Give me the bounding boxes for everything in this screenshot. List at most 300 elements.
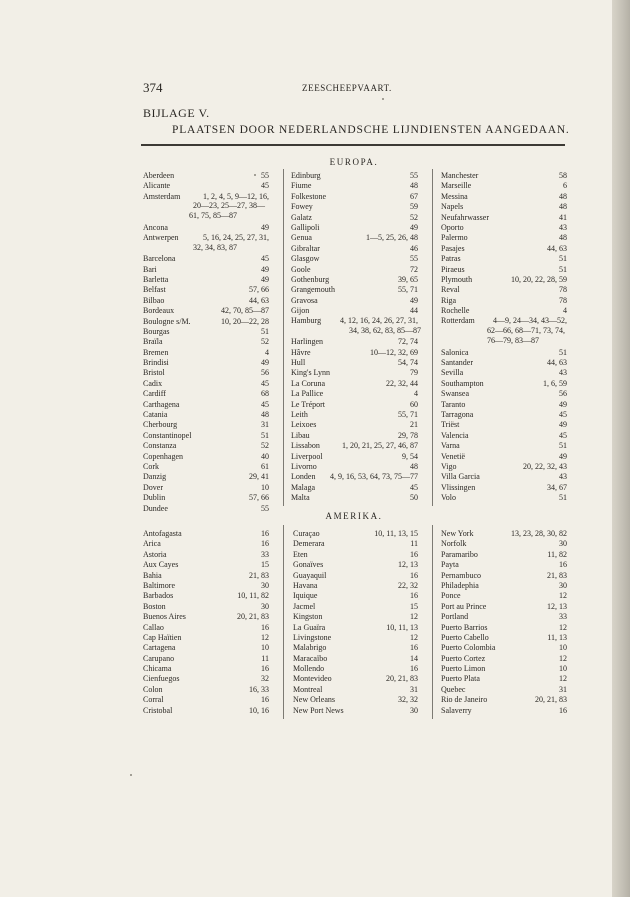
- index-entry: [293, 674, 418, 684]
- index-entry: [441, 472, 567, 482]
- page-references: 33: [261, 549, 269, 559]
- index-entry: [441, 181, 567, 191]
- place-name: Riga: [441, 295, 457, 305]
- page-references: 43: [559, 472, 567, 482]
- index-entry: [441, 664, 567, 674]
- index-entry: [143, 358, 269, 368]
- page-references: 45: [261, 399, 269, 409]
- place-name: Danzig: [143, 472, 167, 482]
- page-number: 374: [143, 80, 163, 95]
- print-speck: [254, 174, 256, 176]
- index-entry: [291, 410, 418, 420]
- index-entry: [441, 389, 567, 399]
- place-name: New York: [441, 529, 474, 538]
- index-entry: [441, 483, 567, 493]
- place-name: Vlissingen: [441, 482, 476, 492]
- page-references: 48: [559, 233, 567, 243]
- page-references: 78: [559, 285, 567, 295]
- page-references: 4: [265, 347, 269, 357]
- amerika-column-divider-1: [283, 525, 284, 719]
- page-references: 16: [410, 591, 418, 601]
- page-references: 49: [410, 295, 418, 305]
- place-name: Bordeaux: [143, 306, 175, 316]
- place-name: Kingston: [293, 612, 323, 622]
- place-name: Puerto Plata: [441, 674, 480, 684]
- place-name: Leixoes: [291, 420, 317, 430]
- amerika-column-divider-2: [432, 525, 433, 719]
- place-name: Aberdeen: [143, 171, 175, 180]
- index-entry: [441, 602, 567, 612]
- page-references: 6: [563, 181, 567, 191]
- place-name: Mollendo: [293, 664, 325, 674]
- page-references: 10, 11, 82: [237, 591, 269, 601]
- page-references: 10: [559, 643, 567, 653]
- page-references-continued: 34, 38, 62, 83, 85—87: [349, 326, 421, 336]
- index-entry: [441, 244, 567, 254]
- index-entry: [441, 550, 567, 560]
- place-name: Montevideo: [293, 674, 332, 684]
- page-references: 12, 13: [547, 601, 567, 611]
- page-references: 55: [261, 503, 269, 513]
- page-references: 16: [410, 664, 418, 674]
- page-references: 13, 23, 28, 30, 82: [511, 529, 567, 538]
- index-entry: [441, 316, 567, 347]
- index-entry: [291, 296, 418, 306]
- page-references: 21, 83: [249, 570, 269, 580]
- place-name: Manchester: [441, 171, 479, 180]
- page-references: 11, 82: [547, 549, 567, 559]
- place-name: Harlingen: [291, 337, 323, 347]
- index-entry: [143, 633, 269, 643]
- index-entry: [291, 233, 418, 243]
- page-references: 51: [559, 254, 567, 264]
- place-name: Carthagena: [143, 399, 180, 409]
- page-references: 12, 13: [398, 560, 418, 570]
- index-entry: [293, 695, 418, 705]
- page-references: 15: [261, 560, 269, 570]
- index-entry: [143, 181, 269, 191]
- page-references: 58: [559, 171, 567, 180]
- place-name: Sevilla: [441, 368, 464, 378]
- page-references: 48: [410, 181, 418, 191]
- page-references: 78: [559, 295, 567, 305]
- page-references: 51: [559, 347, 567, 357]
- place-name: Cardiff: [143, 389, 166, 399]
- index-entry: [291, 285, 418, 295]
- place-name: Havana: [293, 580, 318, 590]
- place-name: Vigo: [441, 461, 457, 471]
- place-name: Catania: [143, 410, 168, 420]
- index-entry: [441, 612, 567, 622]
- place-name: Puerto Barrios: [441, 622, 488, 632]
- place-name: New Port News: [293, 705, 344, 715]
- place-name: Astoria: [143, 549, 167, 559]
- place-name: Rochelle: [441, 306, 470, 316]
- index-entry: [441, 296, 567, 306]
- page-references: 12: [261, 632, 269, 642]
- index-entry: [291, 472, 418, 482]
- page-references: 49: [559, 399, 567, 409]
- place-name: Eten: [293, 549, 308, 559]
- page-references: 32, 32: [398, 695, 418, 705]
- place-name: Constanza: [143, 441, 177, 451]
- page-references: 30: [559, 580, 567, 590]
- place-name: Cristobal: [143, 705, 173, 715]
- place-name: Santander: [441, 358, 473, 368]
- index-entry: [291, 493, 418, 503]
- place-name: Constantinopel: [143, 430, 192, 440]
- page-references: 56: [559, 389, 567, 399]
- page-references: 43: [559, 222, 567, 232]
- page-references: 49: [261, 274, 269, 284]
- place-name: Swansea: [441, 389, 469, 399]
- page-references: 14: [410, 653, 418, 663]
- page-references: 43: [559, 368, 567, 378]
- page-references: 50: [410, 493, 418, 503]
- page-references: 4: [563, 306, 567, 316]
- index-entry: [143, 420, 269, 430]
- page-references: 16: [261, 622, 269, 632]
- page-references: 22, 32: [398, 580, 418, 590]
- index-entry: [143, 223, 269, 233]
- page-references-continued: 32, 34, 83, 87: [193, 242, 237, 252]
- index-entry: [143, 233, 269, 254]
- page-references: 45: [559, 410, 567, 419]
- print-speck: [382, 98, 384, 100]
- page-references: 10, 20, 22, 28, 59: [511, 274, 567, 284]
- index-entry: [441, 275, 567, 285]
- index-entry: [291, 275, 418, 285]
- place-name: New Orleans: [293, 695, 335, 705]
- index-entry: [441, 379, 567, 389]
- place-name: Bari: [143, 264, 157, 274]
- place-name: Folkestone: [291, 191, 327, 201]
- place-name: Callao: [143, 622, 164, 632]
- page-references: 48: [410, 461, 418, 471]
- index-entry: [441, 462, 567, 472]
- index-entry: [293, 706, 418, 716]
- index-entry: [293, 581, 418, 591]
- index-entry: [143, 389, 269, 399]
- place-name: Alicante: [143, 181, 171, 191]
- page-references: 12: [559, 674, 567, 684]
- index-entry: [143, 571, 269, 581]
- page-references-continued: 61, 75, 85—87: [189, 210, 237, 220]
- place-name: Paramaribo: [441, 549, 478, 559]
- page-references: 33: [559, 612, 567, 622]
- page-references: 31: [410, 684, 418, 694]
- place-name: Gonaïves: [293, 560, 324, 570]
- place-name: Pernambuco: [441, 570, 481, 580]
- page-references: 67: [410, 191, 418, 201]
- place-name: Carupano: [143, 653, 175, 663]
- index-entry: [143, 539, 269, 549]
- page-references: 61: [261, 461, 269, 471]
- page-references: 51: [559, 264, 567, 274]
- index-entry: [441, 452, 567, 462]
- place-name: Maracaïbo: [293, 653, 328, 663]
- place-name: Le Tréport: [291, 399, 325, 409]
- place-name: Bilbao: [143, 295, 165, 305]
- index-entry: [441, 368, 567, 378]
- place-name: Taranto: [441, 399, 466, 409]
- page-references: 10: [261, 643, 269, 653]
- index-entry: [293, 602, 418, 612]
- page-references: 48: [559, 202, 567, 212]
- page-references: 52: [261, 337, 269, 347]
- page-references: 45: [261, 254, 269, 264]
- place-name: Corral: [143, 695, 164, 705]
- place-name: Palermo: [441, 233, 468, 243]
- index-entry: [143, 327, 269, 337]
- page-references: 16, 33: [249, 684, 269, 694]
- place-name: Gijon: [291, 306, 310, 316]
- page-references: 48: [261, 410, 269, 420]
- index-entry: [441, 420, 567, 430]
- place-name: Bremen: [143, 347, 169, 357]
- page-references: 10—12, 32, 69: [370, 347, 418, 357]
- index-entry: [143, 674, 269, 684]
- page-references: 52: [261, 441, 269, 451]
- page-references-continued: 20—23, 25—27, 38—: [193, 201, 265, 211]
- page-references: 51: [261, 430, 269, 440]
- page-references: 4, 12, 16, 24, 26, 27, 31,: [340, 316, 418, 326]
- place-name: Valencia: [441, 430, 469, 440]
- europa-column-2: [291, 171, 421, 504]
- index-entry: [441, 560, 567, 570]
- place-name: Gravosa: [291, 295, 318, 305]
- place-name: Bristol: [143, 368, 165, 378]
- index-entry: [291, 213, 418, 223]
- index-entry: [441, 192, 567, 202]
- index-entry: [143, 171, 269, 181]
- index-entry: [143, 348, 269, 358]
- place-name: Brindisi: [143, 358, 169, 368]
- page-references: 1, 2, 4, 5, 9—12, 16,: [203, 191, 269, 201]
- page-references: 16: [559, 560, 567, 570]
- index-entry: [143, 623, 269, 633]
- page-references: 51: [559, 441, 567, 451]
- page-references: 12: [410, 612, 418, 622]
- place-name: Cienfuegos: [143, 674, 180, 684]
- page-references: 55: [410, 171, 418, 180]
- place-name: Marseille: [441, 181, 472, 191]
- index-entry: [441, 539, 567, 549]
- page-references: 59: [410, 202, 418, 212]
- index-entry: [293, 633, 418, 643]
- index-entry: [441, 441, 567, 451]
- index-entry: [291, 244, 418, 254]
- index-entry: [293, 664, 418, 674]
- index-entry: [441, 571, 567, 581]
- place-name: Dover: [143, 482, 163, 492]
- page-references: 55, 71: [398, 285, 418, 295]
- index-entry: [291, 254, 418, 264]
- page-references: 10: [559, 664, 567, 674]
- index-entry: [143, 441, 269, 451]
- index-entry: [143, 472, 269, 482]
- page-references: 4, 9, 16, 53, 64, 73, 75—77: [330, 472, 418, 482]
- index-entry: [441, 410, 567, 420]
- place-name: Varna: [441, 441, 460, 451]
- index-entry: [143, 254, 269, 264]
- index-entry: [441, 529, 567, 539]
- place-name: Livorno: [291, 461, 317, 471]
- page-references-continued: 76—79, 83—87: [487, 335, 539, 345]
- index-entry: [441, 643, 567, 653]
- place-name: Montreal: [293, 684, 323, 694]
- page-references: 12: [559, 653, 567, 663]
- place-name: Grangemouth: [291, 285, 335, 295]
- index-entry: [441, 695, 567, 705]
- place-name: Bourgas: [143, 326, 170, 336]
- index-entry: [441, 213, 567, 223]
- page-references: 49: [410, 222, 418, 232]
- place-name: Barcelona: [143, 254, 176, 264]
- place-name: Malta: [291, 493, 310, 503]
- europa-column-3: [441, 171, 567, 504]
- place-name: Salaverry: [441, 705, 472, 715]
- appendix-label: BIJLAGE V.: [143, 106, 210, 120]
- place-name: Salonica: [441, 347, 469, 357]
- page-references: 46: [410, 243, 418, 253]
- index-entry: [143, 410, 269, 420]
- page-references: 51: [559, 493, 567, 503]
- index-entry: [293, 654, 418, 664]
- index-entry: [441, 233, 567, 243]
- place-name: Buenos Aires: [143, 612, 186, 622]
- running-head: ZEESCHEEPVAART.: [302, 83, 392, 93]
- index-entry: [291, 223, 418, 233]
- print-speck: [130, 774, 132, 776]
- title-rule: [141, 144, 565, 146]
- index-entry: [143, 685, 269, 695]
- page-references: 16: [559, 705, 567, 715]
- index-entry: [143, 275, 269, 285]
- index-entry: [143, 654, 269, 664]
- index-entry: [143, 706, 269, 716]
- place-name: Aux Cayes: [143, 560, 179, 570]
- europa-heading: EUROPA.: [329, 157, 379, 167]
- page-references: 56: [261, 368, 269, 378]
- page-references: 40: [261, 451, 269, 461]
- index-entry: [143, 664, 269, 674]
- page-references: 31: [559, 684, 567, 694]
- index-entry: [441, 358, 567, 368]
- place-name: Gothenburg: [291, 274, 330, 284]
- page-references: 55: [261, 171, 269, 180]
- place-name: Braïla: [143, 337, 163, 347]
- place-name: Colon: [143, 684, 163, 694]
- index-entry: [143, 452, 269, 462]
- page-references: 20, 21, 83: [535, 695, 567, 705]
- index-entry: [293, 560, 418, 570]
- place-name: Cartagena: [143, 643, 176, 653]
- place-name: Villa Garcia: [441, 472, 480, 482]
- page-references: 22, 32, 44: [386, 378, 418, 388]
- place-name: Curaçao: [293, 529, 320, 538]
- page-references: 1, 20, 21, 25, 27, 46, 87: [342, 441, 418, 451]
- place-name: Baltimore: [143, 580, 175, 590]
- amerika-heading: AMERIKA.: [325, 511, 383, 521]
- index-entry: [291, 483, 418, 493]
- place-name: Cherbourg: [143, 420, 178, 430]
- page-references: 54, 74: [398, 358, 418, 368]
- index-entry: [143, 317, 269, 327]
- place-name: Patras: [441, 254, 461, 264]
- page-references: 55, 71: [398, 410, 418, 419]
- page-references: 30: [410, 705, 418, 715]
- page-references: 20, 22, 32, 43: [523, 461, 567, 471]
- place-name: Pasajes: [441, 243, 465, 253]
- page-references: 41: [559, 212, 567, 222]
- page-references: 44, 63: [249, 295, 269, 305]
- place-name: Fiume: [291, 181, 312, 191]
- index-entry: [143, 560, 269, 570]
- page-references: 16: [261, 664, 269, 674]
- page-references: 55: [410, 254, 418, 264]
- index-entry: [143, 400, 269, 410]
- index-entry: [291, 171, 418, 181]
- index-entry: [291, 202, 418, 212]
- index-entry: [441, 674, 567, 684]
- place-name: Reval: [441, 285, 460, 295]
- place-name: Boulogne s/M.: [143, 316, 191, 326]
- place-name: Dublin: [143, 493, 166, 503]
- place-name: Volo: [441, 493, 456, 503]
- place-name: Puerto Colombia: [441, 643, 496, 653]
- index-entry: [293, 571, 418, 581]
- place-name: Antofagasta: [143, 529, 182, 538]
- index-entry: [441, 493, 567, 503]
- index-entry: [293, 529, 418, 539]
- index-entry: [291, 452, 418, 462]
- index-entry: [143, 462, 269, 472]
- place-name: Galatz: [291, 212, 312, 222]
- place-name: Chicama: [143, 664, 172, 674]
- index-entry: [143, 612, 269, 622]
- index-entry: [441, 171, 567, 181]
- index-entry: [293, 539, 418, 549]
- index-entry: [143, 643, 269, 653]
- index-entry: [291, 389, 418, 399]
- page-references: 39, 65: [398, 274, 418, 284]
- page-references: 45: [261, 181, 269, 191]
- place-name: Antwerpen: [143, 233, 179, 243]
- index-entry: [143, 368, 269, 378]
- amerika-column-3: [441, 529, 567, 716]
- page-references: 11: [261, 653, 269, 663]
- place-name: Ancona: [143, 222, 168, 232]
- page-references: 57, 66: [249, 493, 269, 503]
- index-entry: [293, 591, 418, 601]
- page-references-continued: 62—66, 68—71, 73, 74,: [487, 326, 565, 336]
- page-references: 1, 6, 59: [543, 378, 567, 388]
- page-references: 30: [559, 539, 567, 549]
- place-name: Gallipoli: [291, 222, 320, 232]
- place-name: Puerto Cabello: [441, 632, 489, 642]
- index-entry: [441, 400, 567, 410]
- place-name: Copenhagen: [143, 451, 183, 461]
- page-references: 45: [410, 482, 418, 492]
- index-entry: [143, 695, 269, 705]
- page-references: 10, 11, 13: [386, 622, 418, 632]
- page-references: 49: [261, 222, 269, 232]
- place-name: Belfast: [143, 285, 166, 295]
- place-name: Boston: [143, 601, 166, 611]
- page-references: 10: [261, 482, 269, 492]
- page-references: 48: [559, 191, 567, 201]
